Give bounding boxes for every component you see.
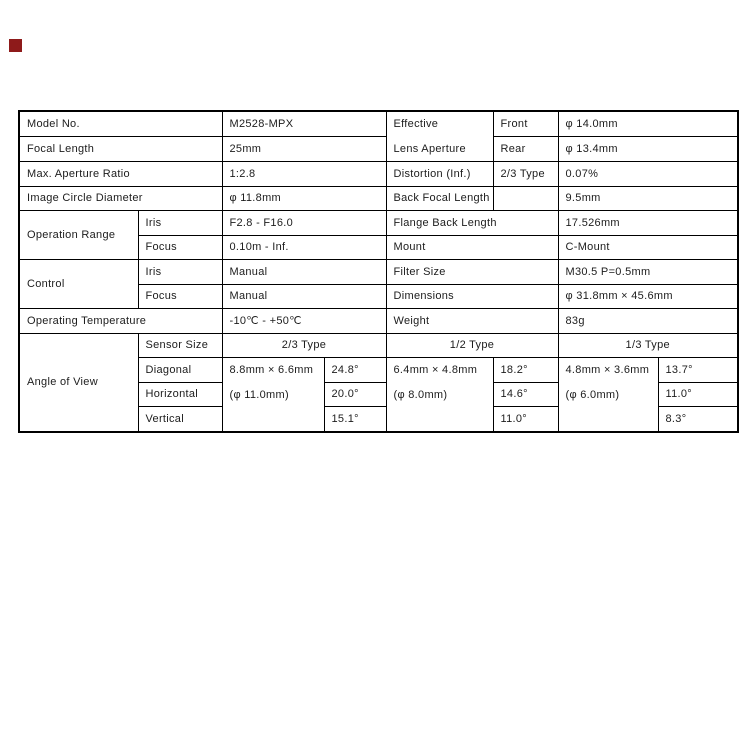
horizontal-label: Horizontal (138, 382, 222, 407)
type-1-2-horizontal-angle: 14.6° (493, 382, 558, 407)
type-1-2-diagonal-angle: 18.2° (493, 358, 558, 383)
operating-temperature-value: -10℃ - +50℃ (222, 309, 386, 334)
operation-range-focus-label: Focus (138, 235, 222, 260)
table-row (19, 309, 738, 334)
image-circle-diameter-value: φ 11.8mm (222, 186, 386, 211)
effective-lens-aperture-label-line2: Lens Aperture (393, 142, 466, 155)
dimensions-label: Dimensions (386, 284, 558, 309)
back-focal-length-spacer-cell (493, 186, 558, 211)
rear-label: Rear (493, 137, 558, 162)
type-1-2-size: 6.4mm × 4.8mm (393, 364, 478, 376)
table-row (19, 162, 738, 187)
type-1-2-vertical-angle: 11.0° (493, 407, 558, 432)
type-2-3-size: 8.8mm × 6.6mm (229, 364, 314, 376)
type-2-3-horizontal-angle: 20.0° (324, 382, 386, 407)
rear-value: φ 13.4mm (558, 137, 738, 162)
effective-lens-aperture-label (386, 111, 493, 162)
control-iris-label: Iris (138, 260, 222, 285)
type-1-3-horizontal-angle: 11.0° (658, 382, 738, 407)
back-focal-length-label: Back Focal Length (386, 186, 493, 211)
type-1-3-diagonal-angle: 13.7° (658, 358, 738, 383)
type-2-3-image-circle: (φ 11.0mm) (229, 388, 289, 401)
table-row (19, 186, 738, 211)
focal-length-value: 25mm (222, 137, 386, 162)
table-row (19, 333, 738, 358)
diagonal-label: Diagonal (138, 358, 222, 383)
mount-value: C-Mount (558, 235, 738, 260)
flange-back-length-label: Flange Back Length (386, 211, 558, 236)
control-label: Control (19, 260, 138, 309)
filter-size-value: M30.5 P=0.5mm (558, 260, 738, 285)
front-label: Front (493, 111, 558, 137)
operation-range-label: Operation Range (19, 211, 138, 260)
dimensions-value: φ 31.8mm × 45.6mm (558, 284, 738, 309)
type-2-3-header: 2/3 Type (222, 333, 386, 358)
type-1-2-sensor-dimensions (386, 358, 493, 432)
type-2-3-vertical-angle: 15.1° (324, 407, 386, 432)
angle-of-view-label: Angle of View (19, 333, 138, 432)
type-1-3-sensor-dimensions (558, 358, 658, 432)
sensor-size-label: Sensor Size (138, 333, 222, 358)
control-focus-value: Manual (222, 284, 386, 309)
effective-lens-aperture-label-line1: Effective (393, 118, 439, 130)
table-row (19, 137, 738, 162)
focal-length-label: Focal Length (19, 137, 222, 162)
operation-range-focus-value: 0.10m - Inf. (222, 235, 386, 260)
type-2-3-sensor-dimensions (222, 358, 324, 432)
distortion-value: 0.07% (558, 162, 738, 187)
table-row (19, 260, 738, 285)
weight-value: 83g (558, 309, 738, 334)
control-focus-label: Focus (138, 284, 222, 309)
table-row (19, 111, 738, 137)
control-iris-value: Manual (222, 260, 386, 285)
weight-label: Weight (386, 309, 558, 334)
type-1-3-vertical-angle: 8.3° (658, 407, 738, 432)
table-row (19, 211, 738, 236)
operation-range-iris-value: F2.8 - F16.0 (222, 211, 386, 236)
type-1-2-header: 1/2 Type (386, 333, 558, 358)
type-1-3-size: 4.8mm × 3.6mm (565, 364, 650, 376)
model-no-value: M2528-MPX (222, 111, 386, 137)
operating-temperature-label: Operating Temperature (19, 309, 222, 334)
max-aperture-ratio-value: 1:2.8 (222, 162, 386, 187)
type-1-3-header: 1/3 Type (558, 333, 738, 358)
image-circle-diameter-label: Image Circle Diameter (19, 186, 222, 211)
type-2-3-diagonal-angle: 24.8° (324, 358, 386, 383)
distortion-type-label: 2/3 Type (493, 162, 558, 187)
operation-range-iris-label: Iris (138, 211, 222, 236)
front-value: φ 14.0mm (558, 111, 738, 137)
vertical-label: Vertical (138, 407, 222, 432)
flange-back-length-value: 17.526mm (558, 211, 738, 236)
mount-label: Mount (386, 235, 558, 260)
filter-size-label: Filter Size (386, 260, 558, 285)
distortion-label: Distortion (Inf.) (386, 162, 493, 187)
model-no-label: Model No. (19, 111, 222, 137)
max-aperture-ratio-label: Max. Aperture Ratio (19, 162, 222, 187)
type-1-3-image-circle: (φ 6.0mm) (565, 388, 620, 401)
type-1-2-image-circle: (φ 8.0mm) (393, 388, 448, 401)
back-focal-length-value: 9.5mm (558, 186, 738, 211)
red-square-marker (9, 39, 22, 52)
lens-spec-table (18, 110, 739, 433)
